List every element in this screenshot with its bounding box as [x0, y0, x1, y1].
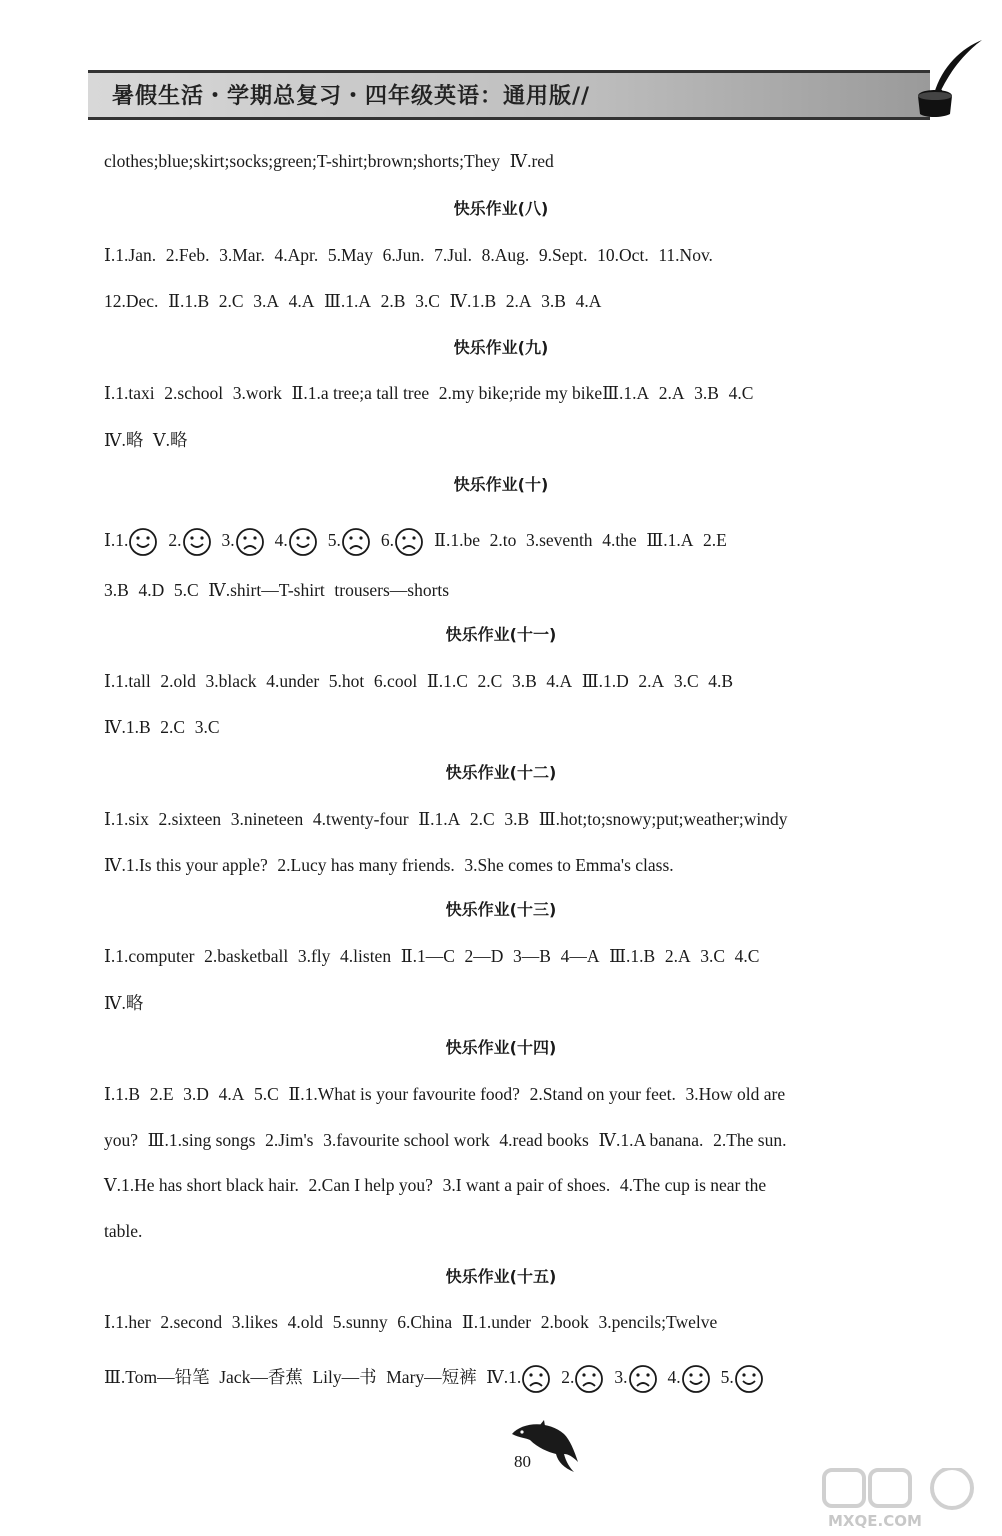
- answer-item: 3.A: [253, 291, 279, 311]
- answer-item: 3.favourite school work: [323, 1130, 490, 1150]
- answer-item: 3.seventh: [525, 530, 593, 551]
- answer-item: 2.old: [160, 671, 196, 691]
- answer-item: 4.twenty-four: [312, 809, 409, 829]
- answer-item: 2.sixteen: [158, 809, 222, 829]
- answer-line: [104, 945, 769, 967]
- answer-item: 4.under: [266, 671, 320, 691]
- answer-item: Ⅳ.1.A banana.: [598, 1130, 704, 1150]
- answer-item: 3.B: [694, 383, 719, 403]
- answer-item: Ⅱ.1.C: [426, 671, 468, 691]
- section-title: 快乐作业(十一): [445, 625, 557, 644]
- sad-face-icon: [235, 527, 265, 557]
- answer-item: Ⅱ.1.What is your favourite food?: [288, 1084, 520, 1104]
- answer-item: Ⅱ.1.a tree;a tall tree: [291, 383, 430, 403]
- answer-item: 3.She comes to Emma's class.: [464, 855, 674, 875]
- answer-item: 4.: [274, 530, 288, 551]
- smiley-face-icon: [288, 527, 318, 557]
- answer-item: 4.C: [728, 383, 754, 403]
- answer-item: 2.basketball: [204, 946, 289, 966]
- answer-line: [104, 1220, 152, 1242]
- answer-item: 2.book: [540, 1312, 589, 1332]
- answer-item: Ⅰ.1.: [104, 530, 129, 551]
- answer-item: Ⅲ.1.D: [581, 671, 629, 691]
- answer-item: 2—D: [464, 946, 504, 966]
- answer-line: [104, 382, 763, 404]
- sad-face-icon: [394, 527, 424, 557]
- answer-item: you?: [104, 1130, 139, 1150]
- answer-item: 3.B: [541, 291, 566, 311]
- answer-item: Ⅲ.1.A: [646, 530, 694, 551]
- answer-item: 4.A: [218, 1084, 245, 1104]
- smiley-face-icon: [182, 527, 212, 557]
- answer-item: 4.A: [288, 291, 315, 311]
- watermark-logo: [820, 1468, 990, 1532]
- answer-line: [104, 290, 611, 312]
- answer-item: Ⅱ.1—C: [400, 946, 455, 966]
- answer-item: 2.Lucy has many friends.: [277, 855, 455, 875]
- quill-ink-icon: [912, 38, 984, 118]
- answer-item: 5.C: [253, 1084, 279, 1104]
- answer-item: Ⅳ.略: [104, 430, 144, 450]
- answer-item: 2.C: [160, 717, 186, 737]
- answer-item: 2.B: [380, 291, 406, 311]
- answer-item: Ⅴ.略: [152, 430, 188, 450]
- answer-item: Ⅱ.1.B: [168, 291, 210, 311]
- answer-item: 6.Jun.: [382, 245, 425, 265]
- answer-item: 3.D: [183, 1084, 209, 1104]
- answer-item: 8.Aug.: [481, 245, 530, 265]
- answer-item: 2.A: [638, 671, 665, 691]
- answer-item: trousers—shorts: [334, 580, 450, 600]
- answer-item: Mary—短裤: [386, 1367, 477, 1388]
- answer-item: Ⅳ.shirt—T-shirt: [208, 580, 325, 600]
- answer-item: 3.nineteen: [230, 809, 304, 829]
- answer-item: 5.sunny: [332, 1312, 388, 1332]
- answer-line: [104, 579, 459, 601]
- answer-item: 11.Nov.: [658, 245, 713, 265]
- answer-item: 2.A: [664, 946, 691, 966]
- answer-item: 2.A: [505, 291, 532, 311]
- answer-item: Ⅱ.1.be: [434, 530, 480, 551]
- answer-item: 12.Dec.: [104, 291, 159, 311]
- answer-item: 2.C: [477, 671, 503, 691]
- answer-item: Ⅰ.1.tall: [104, 671, 151, 691]
- answer-item: 4.Apr.: [274, 245, 319, 265]
- answer-item: Ⅳ.1.B: [104, 717, 151, 737]
- answer-item: Ⅳ.red: [509, 151, 554, 171]
- answer-item: 7.Jul.: [434, 245, 473, 265]
- answer-item: 2.: [561, 1367, 575, 1388]
- section-title: 快乐作业(十): [453, 475, 549, 494]
- section-title: 快乐作业(八): [453, 199, 549, 218]
- answer-item: 4.C: [734, 946, 760, 966]
- answer-item: 4.B: [708, 671, 734, 691]
- answer-item: 3.C: [194, 717, 220, 737]
- answer-item: 2.A: [658, 383, 685, 403]
- answer-item: 3.work: [232, 383, 282, 403]
- answer-line: [104, 429, 197, 451]
- answer-item: 3.fly: [297, 946, 331, 966]
- answer-line: [104, 1174, 776, 1196]
- answer-item: 2.: [168, 530, 182, 551]
- answer-item: 3.C: [415, 291, 440, 311]
- answer-item: table.: [104, 1221, 143, 1241]
- answer-item: 3.: [221, 530, 235, 551]
- answer-item: 2.C: [469, 809, 495, 829]
- answer-item: 2.second: [160, 1312, 223, 1332]
- sad-face-icon: [341, 527, 371, 557]
- answer-item: Ⅳ.1.B: [449, 291, 497, 311]
- smiley-face-icon: [128, 527, 158, 557]
- answer-item: Lily—书: [312, 1367, 377, 1388]
- answer-item: Ⅲ.1.B: [609, 946, 656, 966]
- answer-item: Ⅲ.1.A: [323, 291, 371, 311]
- answer-item: 3.How old are: [685, 1084, 786, 1104]
- sad-face-icon: [628, 1364, 658, 1394]
- answer-item: 2.school: [164, 383, 224, 403]
- answer-item: 4.old: [287, 1312, 324, 1332]
- answer-item: Ⅲ.hot;to;snowy;put;weather;windy: [538, 809, 788, 829]
- answer-line: [104, 1311, 727, 1333]
- answer-item: 5.May: [327, 245, 374, 265]
- answer-line: [104, 1083, 795, 1105]
- answer-line: [104, 527, 736, 557]
- answer-item: Ⅲ.Tom—铅笔: [104, 1367, 210, 1388]
- answer-item: 4.A: [546, 671, 573, 691]
- answer-item: 2.The sun.: [713, 1130, 787, 1150]
- answer-item: 3.B: [104, 580, 129, 600]
- answer-item: clothes;blue;skirt;socks;green;T-shirt;brown;shorts;They: [104, 151, 500, 171]
- answer-line: [104, 808, 797, 830]
- answer-item: 3.likes: [231, 1312, 278, 1332]
- smiley-face-icon: [681, 1364, 711, 1394]
- answer-line: [104, 1364, 774, 1394]
- section-title: 快乐作业(九): [453, 338, 549, 357]
- answer-item: 4.read books: [499, 1130, 589, 1150]
- answer-item: 9.Sept.: [538, 245, 588, 265]
- answer-item: Ⅰ.1.Jan.: [104, 245, 157, 265]
- smiley-face-icon: [734, 1364, 764, 1394]
- answer-item: Ⅲ.1.sing songs: [147, 1130, 256, 1150]
- answer-item: Ⅱ.1.under: [461, 1312, 532, 1332]
- answer-item: 4.A: [575, 291, 602, 311]
- answer-line: [104, 150, 563, 172]
- answer-line: [104, 1129, 796, 1151]
- answer-item: 6.China: [397, 1312, 453, 1332]
- answer-item: 2.my bike;ride my bikeⅢ.1.A: [438, 383, 650, 403]
- answer-item: 5.hot: [328, 671, 365, 691]
- answer-item: 2.Feb.: [165, 245, 210, 265]
- answer-item: 3.B: [511, 671, 537, 691]
- answer-item: Ⅰ.1.computer: [104, 946, 195, 966]
- answer-item: 4—A: [560, 946, 600, 966]
- section-title: 快乐作业(十三): [445, 900, 557, 919]
- answer-item: 3—B: [513, 946, 551, 966]
- answer-item: 2.Can I help you?: [308, 1175, 433, 1195]
- answer-line: [104, 716, 229, 738]
- sad-face-icon: [574, 1364, 604, 1394]
- answer-item: 6.cool: [373, 671, 418, 691]
- answer-item: 10.Oct.: [597, 245, 649, 265]
- answer-item: Ⅳ.1.: [486, 1367, 522, 1388]
- answer-line: [104, 244, 723, 266]
- answer-item: Jack—香蕉: [219, 1367, 303, 1388]
- sad-face-icon: [521, 1364, 551, 1394]
- answer-item: 2.E: [149, 1084, 174, 1104]
- page-header-banner: [88, 70, 930, 120]
- answer-item: 3.pencils;Twelve: [598, 1312, 718, 1332]
- answer-item: 2.to: [489, 530, 517, 551]
- answer-item: 2.Stand on your feet.: [529, 1084, 676, 1104]
- answer-item: Ⅱ.1.A: [418, 809, 461, 829]
- answer-line: [104, 670, 743, 692]
- section-title: 快乐作业(十二): [445, 763, 557, 782]
- header-title: 暑假生活・学期总复习・四年级英语：通用版//: [112, 84, 591, 109]
- answer-item: 4.the: [602, 530, 637, 551]
- answer-item: 4.: [667, 1367, 681, 1388]
- answer-item: 5.: [720, 1367, 734, 1388]
- answer-item: Ⅰ.1.B: [104, 1084, 141, 1104]
- answer-item: 4.listen: [340, 946, 392, 966]
- answer-item: 2.C: [218, 291, 244, 311]
- answer-item: 2.E: [702, 530, 727, 551]
- page-number: 80: [514, 1452, 531, 1471]
- answer-item: 6.: [380, 530, 395, 551]
- answer-item: 3.: [614, 1367, 628, 1388]
- answer-item: 3.black: [205, 671, 257, 691]
- answer-item: 4.The cup is near the: [619, 1175, 767, 1195]
- answer-item: 3.Mar.: [219, 245, 265, 265]
- answer-item: 3.C: [673, 671, 699, 691]
- answer-line: [104, 992, 153, 1014]
- answer-item: Ⅳ.1.Is this your apple?: [104, 855, 268, 875]
- watermark-text: MXQE.COM: [828, 1512, 922, 1530]
- answer-item: 3.B: [504, 809, 530, 829]
- answer-item: 4.D: [138, 580, 165, 600]
- answer-item: 5.C: [173, 580, 199, 600]
- section-title: 快乐作业(十五): [445, 1267, 557, 1286]
- answer-line: [104, 854, 683, 876]
- answer-item: Ⅳ.略: [104, 993, 144, 1013]
- answer-item: 2.Jim's: [265, 1130, 314, 1150]
- answer-item: Ⅰ.1.her: [104, 1312, 151, 1332]
- section-title: 快乐作业(十四): [445, 1038, 557, 1057]
- answer-item: 5.: [327, 530, 341, 551]
- answer-item: Ⅰ.1.taxi: [104, 383, 155, 403]
- answer-item: 3.I want a pair of shoes.: [442, 1175, 611, 1195]
- answer-item: 3.C: [700, 946, 726, 966]
- answer-item: Ⅴ.1.He has short black hair.: [104, 1175, 299, 1195]
- answer-item: Ⅰ.1.six: [104, 809, 149, 829]
